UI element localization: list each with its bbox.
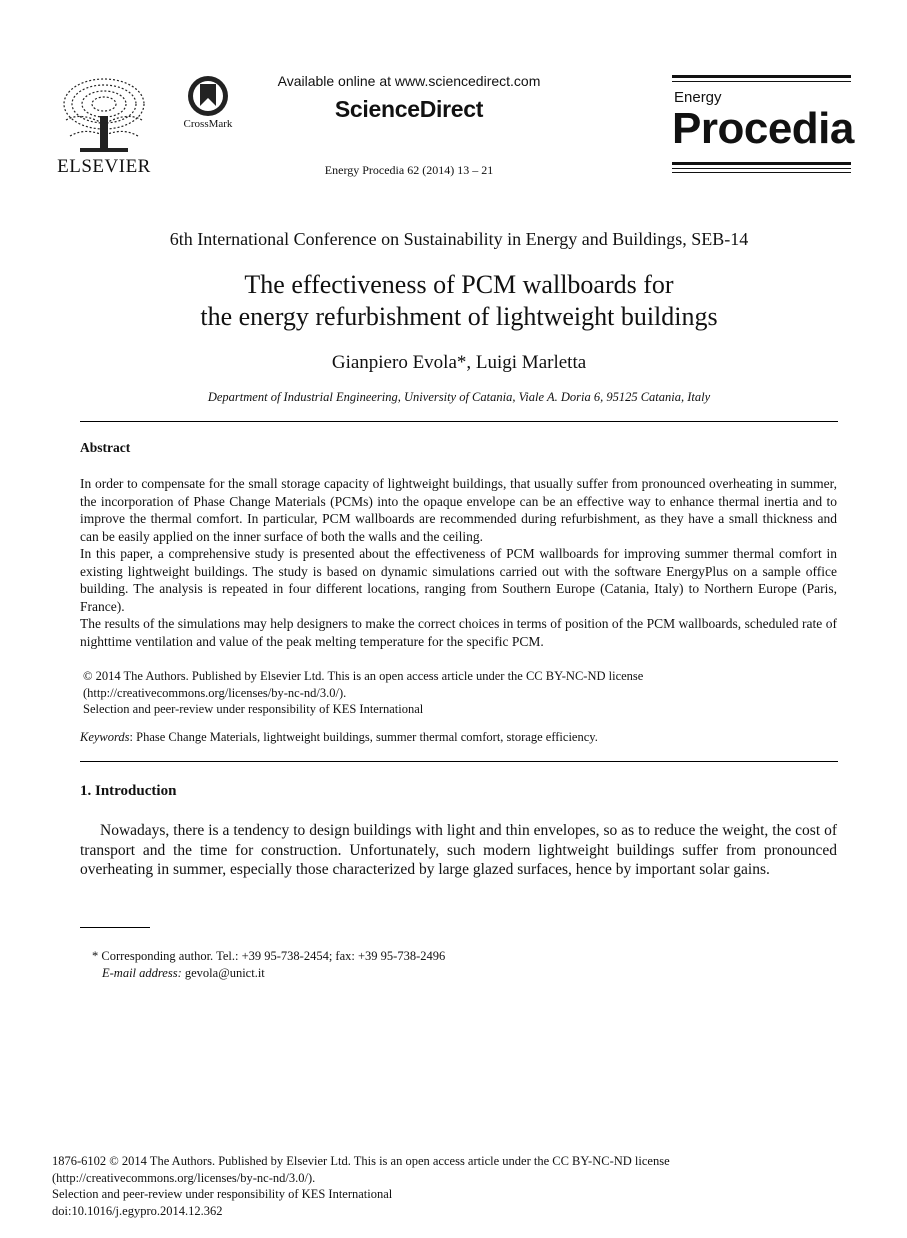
journal-reference: Energy Procedia 62 (2014) 13 – 21 [324,163,494,177]
logo-rule-top-thin [672,81,851,82]
logo-rule-top [672,75,851,78]
introduction-paragraph: Nowadays, there is a tendency to design buildings with light and thin envelopes, so as to reduce the weight, the cost of transport and the time for construction. Unfortunately, such modern lightweight buildings suffer from pronounced overheating in summer, especially those characterized by large glazed surfaces, hence by important solar gains. [80,822,837,878]
logo-procedia-word: Procedia [672,104,854,153]
divider-top [80,421,838,422]
footnote-rule [80,927,150,928]
available-online-text: Available online at www.sciencedirect.com [277,73,541,89]
logo-rule-bottom [672,162,851,165]
license-block [83,668,837,718]
divider-bottom [80,761,838,762]
paper-title [60,269,858,333]
abstract-paragraph: The results of the simulations may help designers to make the correct choices in terms of position of the PCM wallboards, scheduled rate of nighttime ventilation and value of the peak melting temperature for the specific PCM. [80,616,837,649]
keywords [80,730,837,745]
issn-line: 1876-6102 © 2014 The Authors. Published by Elsevier Ltd. This is an open access article under the CC BY-NC-ND license [52,1154,670,1168]
crossmark-label: CrossMark [183,118,233,130]
logo-rule-bottom-thin-2 [672,172,851,173]
license-url[interactable]: (http://creativecommons.org/licenses/by-nc-nd/3.0/). [52,1170,316,1185]
crossmark-icon [176,74,240,118]
conference-name: 6th International Conference on Sustainability in Energy and Buildings, SEB-14 [169,229,749,249]
abstract-heading: Abstract [80,440,131,455]
peer-review-line: Selection and peer-review under responsibility of KES International [83,702,424,716]
section-heading-introduction: 1. Introduction [80,783,177,799]
elsevier-logo [56,74,152,178]
copyright-footer [52,1153,852,1219]
crossmark-logo[interactable] [176,74,240,134]
title-line-1: The effectiveness of PCM wallboards for [244,270,674,299]
sciencedirect-wordmark: ScienceDirect [334,96,484,122]
abstract-body [80,475,837,650]
email-line [92,965,792,982]
affiliation: Department of Industrial Engineering, University of Catania, Viale A. Doria 6, 95125 Catania, Italy [207,390,711,404]
elsevier-wordmark: ELSEVIER [57,156,151,177]
logo-energy-word: Energy [674,89,722,106]
title-line-2: the energy refurbishment of lightweight buildings [200,302,718,331]
authors: Gianpiero Evola*, Luigi Marletta [331,352,587,373]
keywords-list: : Phase Change Materials, lightweight buildings, summer thermal comfort, storage efficiency. [129,730,598,744]
abstract-paragraph: In this paper, a comprehensive study is presented about the effectiveness of PCM wallboards for improving summer thermal comfort in existing lightweight buildings. The study is based on dynamic simulations carried out with the software EnergyPlus on a sample office building. The analysis is repeated in four different locations, ranging from Southern Europe (Catania, Italy) to Northern Europe (Paris, France). [80,546,837,614]
email-label: E-mail address: [102,965,182,980]
corresponding-author: * Corresponding author. Tel.: +39 95-738-2454; fax: +39 95-738-2496 [92,949,446,963]
peer-review-footer: Selection and peer-review under responsibility of KES International [52,1187,393,1201]
energy-procedia-logo [672,75,854,177]
email-address[interactable]: gevola@unict.it [181,965,265,980]
elsevier-tree-icon [60,76,148,156]
footnote [92,948,792,981]
abstract-paragraph: In order to compensate for the small storage capacity of lightweight buildings, that usually suffer from pronounced overheating in summer, the incorporation of Phase Change Materials (PCMs) into the opaque envelope can be an effective way to enhance thermal inertia and to improve the thermal comfort. In particular, PCM wallboards are recommended during refurbishment, as they have a small thickness and can be easily applied on the inner surface of both the walls and the ceiling. [80,476,837,544]
license-link[interactable]: (http://creativecommons.org/licenses/by-nc-nd/3.0/). [83,685,347,700]
doi[interactable]: doi:10.1016/j.egypro.2014.12.362 [52,1203,223,1218]
keywords-label: Keywords [80,730,130,744]
logo-rule-bottom-thin [672,168,851,169]
license-line: © 2014 The Authors. Published by Elsevier Ltd. This is an open access article under the CC BY-NC-ND license [83,669,644,683]
